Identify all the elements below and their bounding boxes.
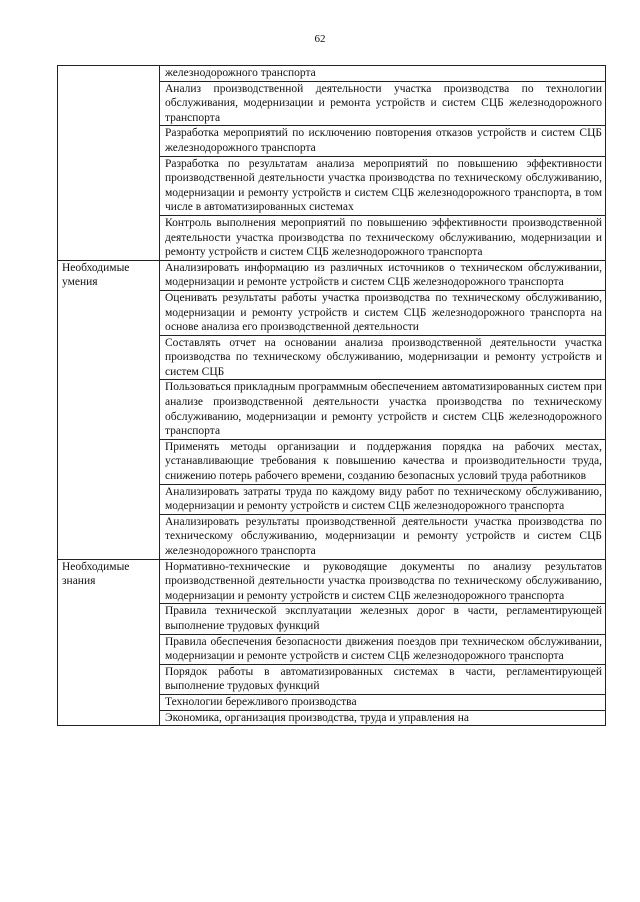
section-label: Необходимые знания bbox=[58, 559, 160, 726]
requirements-table-body bbox=[58, 66, 606, 726]
requirement-item: Составлять отчет на основании анализа производственной деятельности участка производства по техническому обслуживанию, модернизации и ремонту устройств и систем СЦБ bbox=[160, 335, 606, 380]
requirement-item: Нормативно-технические и руководящие документы по анализу результатов производственной деятельности участка производства по техническому обслуживанию, модернизации и ремонту устройств и систем СЦБ железнодорожного транспорта bbox=[160, 559, 606, 604]
requirement-item: Правила обеспечения безопасности движения поездов при техническом обслуживании, модернизации и ремонте устройств и систем СЦБ железнодорожного транспорта bbox=[160, 634, 606, 664]
table-row bbox=[58, 66, 606, 82]
requirements-table bbox=[57, 65, 606, 726]
requirement-item: Правила технической эксплуатации железных дорог в части, регламентирующей выполнение трудовых функций bbox=[160, 604, 606, 634]
requirement-item: Разработка мероприятий по исключению повторения отказов устройств и систем СЦБ железнодорожного транспорта bbox=[160, 126, 606, 156]
requirement-item: Порядок работы в автоматизированных системах в части, регламентирующей выполнение трудовых функций bbox=[160, 664, 606, 694]
requirement-item: Анализ производственной деятельности участка производства по технологии обслуживания, модернизации и ремонта устройств и систем СЦБ железнодорожного транспорта bbox=[160, 81, 606, 126]
requirement-item: Применять методы организации и поддержания порядка на рабочих местах, устанавливающие требования к повышению качества и производительности труда, снижению потерь рабочего времени, созданию безопасных условий труда работников bbox=[160, 439, 606, 484]
requirement-item: Технологии бережливого производства bbox=[160, 694, 606, 710]
requirement-item: железнодорожного транспорта bbox=[160, 66, 606, 82]
table-row bbox=[58, 260, 606, 290]
requirement-item: Контроль выполнения мероприятий по повышению эффективности производственной деятельности участка производства по техническому обслуживанию, модернизации и ремонту устройств и систем СЦБ железнодорожного транспорта bbox=[160, 215, 606, 260]
section-label bbox=[58, 66, 160, 261]
section-label: Необходимые умения bbox=[58, 260, 160, 559]
requirement-item: Анализировать результаты производственной деятельности участка производства по техническому обслуживанию, модернизации и ремонту устройств и систем СЦБ железнодорожного транспорта bbox=[160, 514, 606, 559]
requirement-item: Разработка по результатам анализа мероприятий по повышению эффективности производственной деятельности участка производства по техническому обслуживанию, модернизации и ремонту устройств и систем СЦБ железнодорожного транспорта, в том числе в автоматизированных системах bbox=[160, 156, 606, 215]
requirement-item: Оценивать результаты работы участка производства по техническому обслуживанию, модернизации и ремонту устройств и систем СЦБ железнодорожного транспорта на основе анализа его производственной деятельности bbox=[160, 290, 606, 335]
requirement-item: Пользоваться прикладным программным обеспечением автоматизированных систем при анализе производственной деятельности участка производства по техническому обслуживанию, модернизации и ремонту устройств и систем СЦБ железнодорожного транспорта bbox=[160, 380, 606, 439]
requirement-item: Экономика, организация производства, труда и управления на bbox=[160, 710, 606, 726]
table-row bbox=[58, 559, 606, 604]
requirement-item: Анализировать затраты труда по каждому виду работ по техническому обслуживанию, модернизации и ремонту устройств и систем СЦБ железнодорожного транспорта bbox=[160, 484, 606, 514]
requirement-item: Анализировать информацию из различных источников о техническом обслуживании, модернизации и ремонте устройств и систем СЦБ железнодорожного транспорта bbox=[160, 260, 606, 290]
page-number: 62 bbox=[314, 33, 326, 45]
